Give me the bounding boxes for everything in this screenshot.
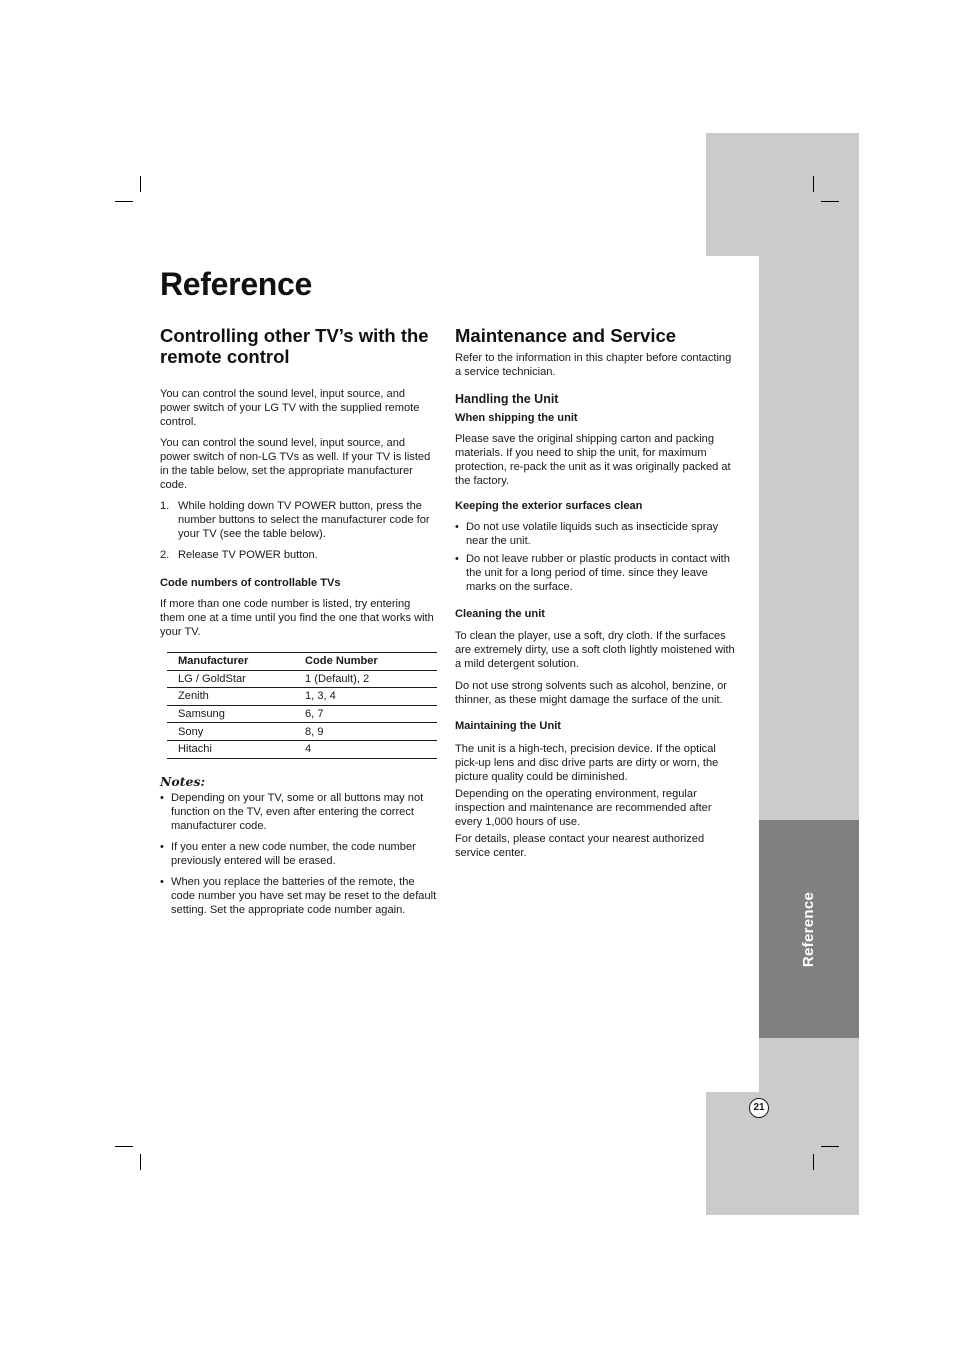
maintaining-text-1: The unit is a high-tech, precision device. If the optical pick-up lens and disc drive parts are dirty or worn, the picture quality could be diminished.	[455, 743, 719, 783]
steps-list	[160, 499, 438, 562]
side-tab-label: Reference	[800, 891, 818, 967]
crop-mark-tl-v	[140, 176, 141, 192]
bullet: •	[160, 875, 164, 888]
cell-code: 6, 7	[294, 705, 437, 723]
cell-manufacturer: Sony	[167, 723, 294, 741]
codes-intro: If more than one code number is listed, try entering them one at a time until you find the one that works with your TV.	[160, 598, 434, 638]
note-text: When you replace the batteries of the remote, the code number you have set may be reset to the default setting. Set the appropriate code number again.	[171, 875, 437, 916]
note-text: If you enter a new code number, the code number previously entered will be erased.	[171, 840, 416, 867]
cell-code: 1, 3, 4	[294, 688, 437, 706]
code-table	[167, 652, 437, 759]
crop-mark-br-v	[813, 1154, 814, 1170]
crop-mark-tr-v	[813, 176, 814, 192]
step-text: While holding down TV POWER button, press the number buttons to select the manufacturer code for your TV (see the table below).	[178, 500, 430, 540]
bullet: •	[160, 791, 164, 804]
maintaining-text-2: Depending on the operating environment, regular inspection and maintenance are recommended after every 1,000 hours of use.	[455, 788, 712, 828]
table-header-row	[167, 653, 437, 671]
handling-heading: Handling the Unit	[455, 392, 559, 406]
crop-mark-br-h	[821, 1146, 839, 1147]
page-title: Reference	[160, 266, 313, 302]
maintaining-heading: Maintaining the Unit	[455, 720, 561, 732]
step-number: 2.	[160, 549, 170, 561]
side-tab-bottom	[706, 1092, 859, 1215]
crop-mark-tl-h	[115, 201, 133, 202]
codes-heading: Code numbers of controllable TVs	[160, 577, 341, 589]
tv-control-heading: Controlling other TV’s with the remote control	[160, 325, 429, 367]
page-number: 21	[749, 1098, 769, 1118]
bullet: •	[160, 840, 164, 853]
crop-mark-tr-h	[821, 201, 839, 202]
table-row	[167, 723, 437, 741]
cleaning-text-1: To clean the player, use a soft, dry cloth. If the surfaces are extremely dirty, use a soft cloth lightly moistened with a mild detergent solution.	[455, 630, 735, 670]
shipping-text: Please save the original shipping carton and packing materials. If you need to ship the unit, for maximum protection, re-pack the unit as it was originally packed at the factory.	[455, 433, 731, 487]
cell-code: 8, 9	[294, 723, 437, 741]
cell-manufacturer: Zenith	[167, 688, 294, 706]
notes-heading: Notes:	[160, 773, 206, 789]
step-item	[160, 548, 438, 562]
cell-code: 4	[294, 740, 437, 758]
cell-code: 1 (Default), 2	[294, 670, 437, 688]
exterior-item	[455, 552, 737, 594]
step-text: Release TV POWER button.	[178, 549, 318, 561]
table-row	[167, 740, 437, 758]
exterior-text: Do not leave rubber or plastic products in contact with the unit for a long period of time. since they leave marks on the surface.	[466, 553, 730, 593]
shipping-heading: When shipping the unit	[455, 412, 578, 424]
exterior-list	[455, 520, 737, 594]
table-row	[167, 688, 437, 706]
table-row	[167, 705, 437, 723]
notes-list	[160, 791, 438, 917]
note-item	[160, 875, 438, 917]
cleaning-text-2: Do not use strong solvents such as alcohol, benzine, or thinner, as these might damage the surface of the unit.	[455, 680, 727, 706]
side-tab-strip-lower	[759, 1038, 859, 1092]
side-tab-top	[706, 133, 859, 256]
maintenance-intro: Refer to the information in this chapter before contacting a service technician.	[455, 352, 732, 378]
right-column	[455, 325, 737, 860]
tv-control-intro-1: You can control the sound level, input source, and power switch of your LG TV with the supplied remote control.	[160, 388, 420, 428]
left-column	[160, 325, 438, 917]
maintaining-text-3: For details, please contact your nearest authorized service center.	[455, 833, 705, 859]
cleaning-heading: Cleaning the unit	[455, 608, 545, 620]
exterior-heading: Keeping the exterior surfaces clean	[455, 500, 643, 512]
crop-mark-bl-v	[140, 1154, 141, 1170]
note-item	[160, 840, 438, 868]
bullet: •	[455, 553, 459, 565]
exterior-item	[455, 520, 737, 548]
crop-mark-bl-h	[115, 1146, 133, 1147]
step-number: 1.	[160, 500, 170, 512]
tv-control-intro-2: You can control the sound level, input source, and power switch of non-LG TVs as well. If your TV is listed in the table below, set the appropriate manufacturer code.	[160, 437, 431, 491]
cell-manufacturer: LG / GoldStar	[167, 670, 294, 688]
header-code-number: Code Number	[294, 653, 437, 671]
bullet: •	[455, 521, 459, 533]
note-item	[160, 791, 438, 833]
maintenance-heading: Maintenance and Service	[455, 325, 677, 346]
exterior-text: Do not use volatile liquids such as insecticide spray near the unit.	[466, 521, 719, 547]
header-manufacturer: Manufacturer	[167, 653, 294, 671]
cell-manufacturer: Hitachi	[167, 740, 294, 758]
table-row	[167, 670, 437, 688]
side-tab-strip	[759, 256, 859, 820]
step-item	[160, 499, 438, 541]
note-text: Depending on your TV, some or all buttons may not function on the TV, even after entering the correct manufacturer code.	[171, 791, 424, 832]
cell-manufacturer: Samsung	[167, 705, 294, 723]
